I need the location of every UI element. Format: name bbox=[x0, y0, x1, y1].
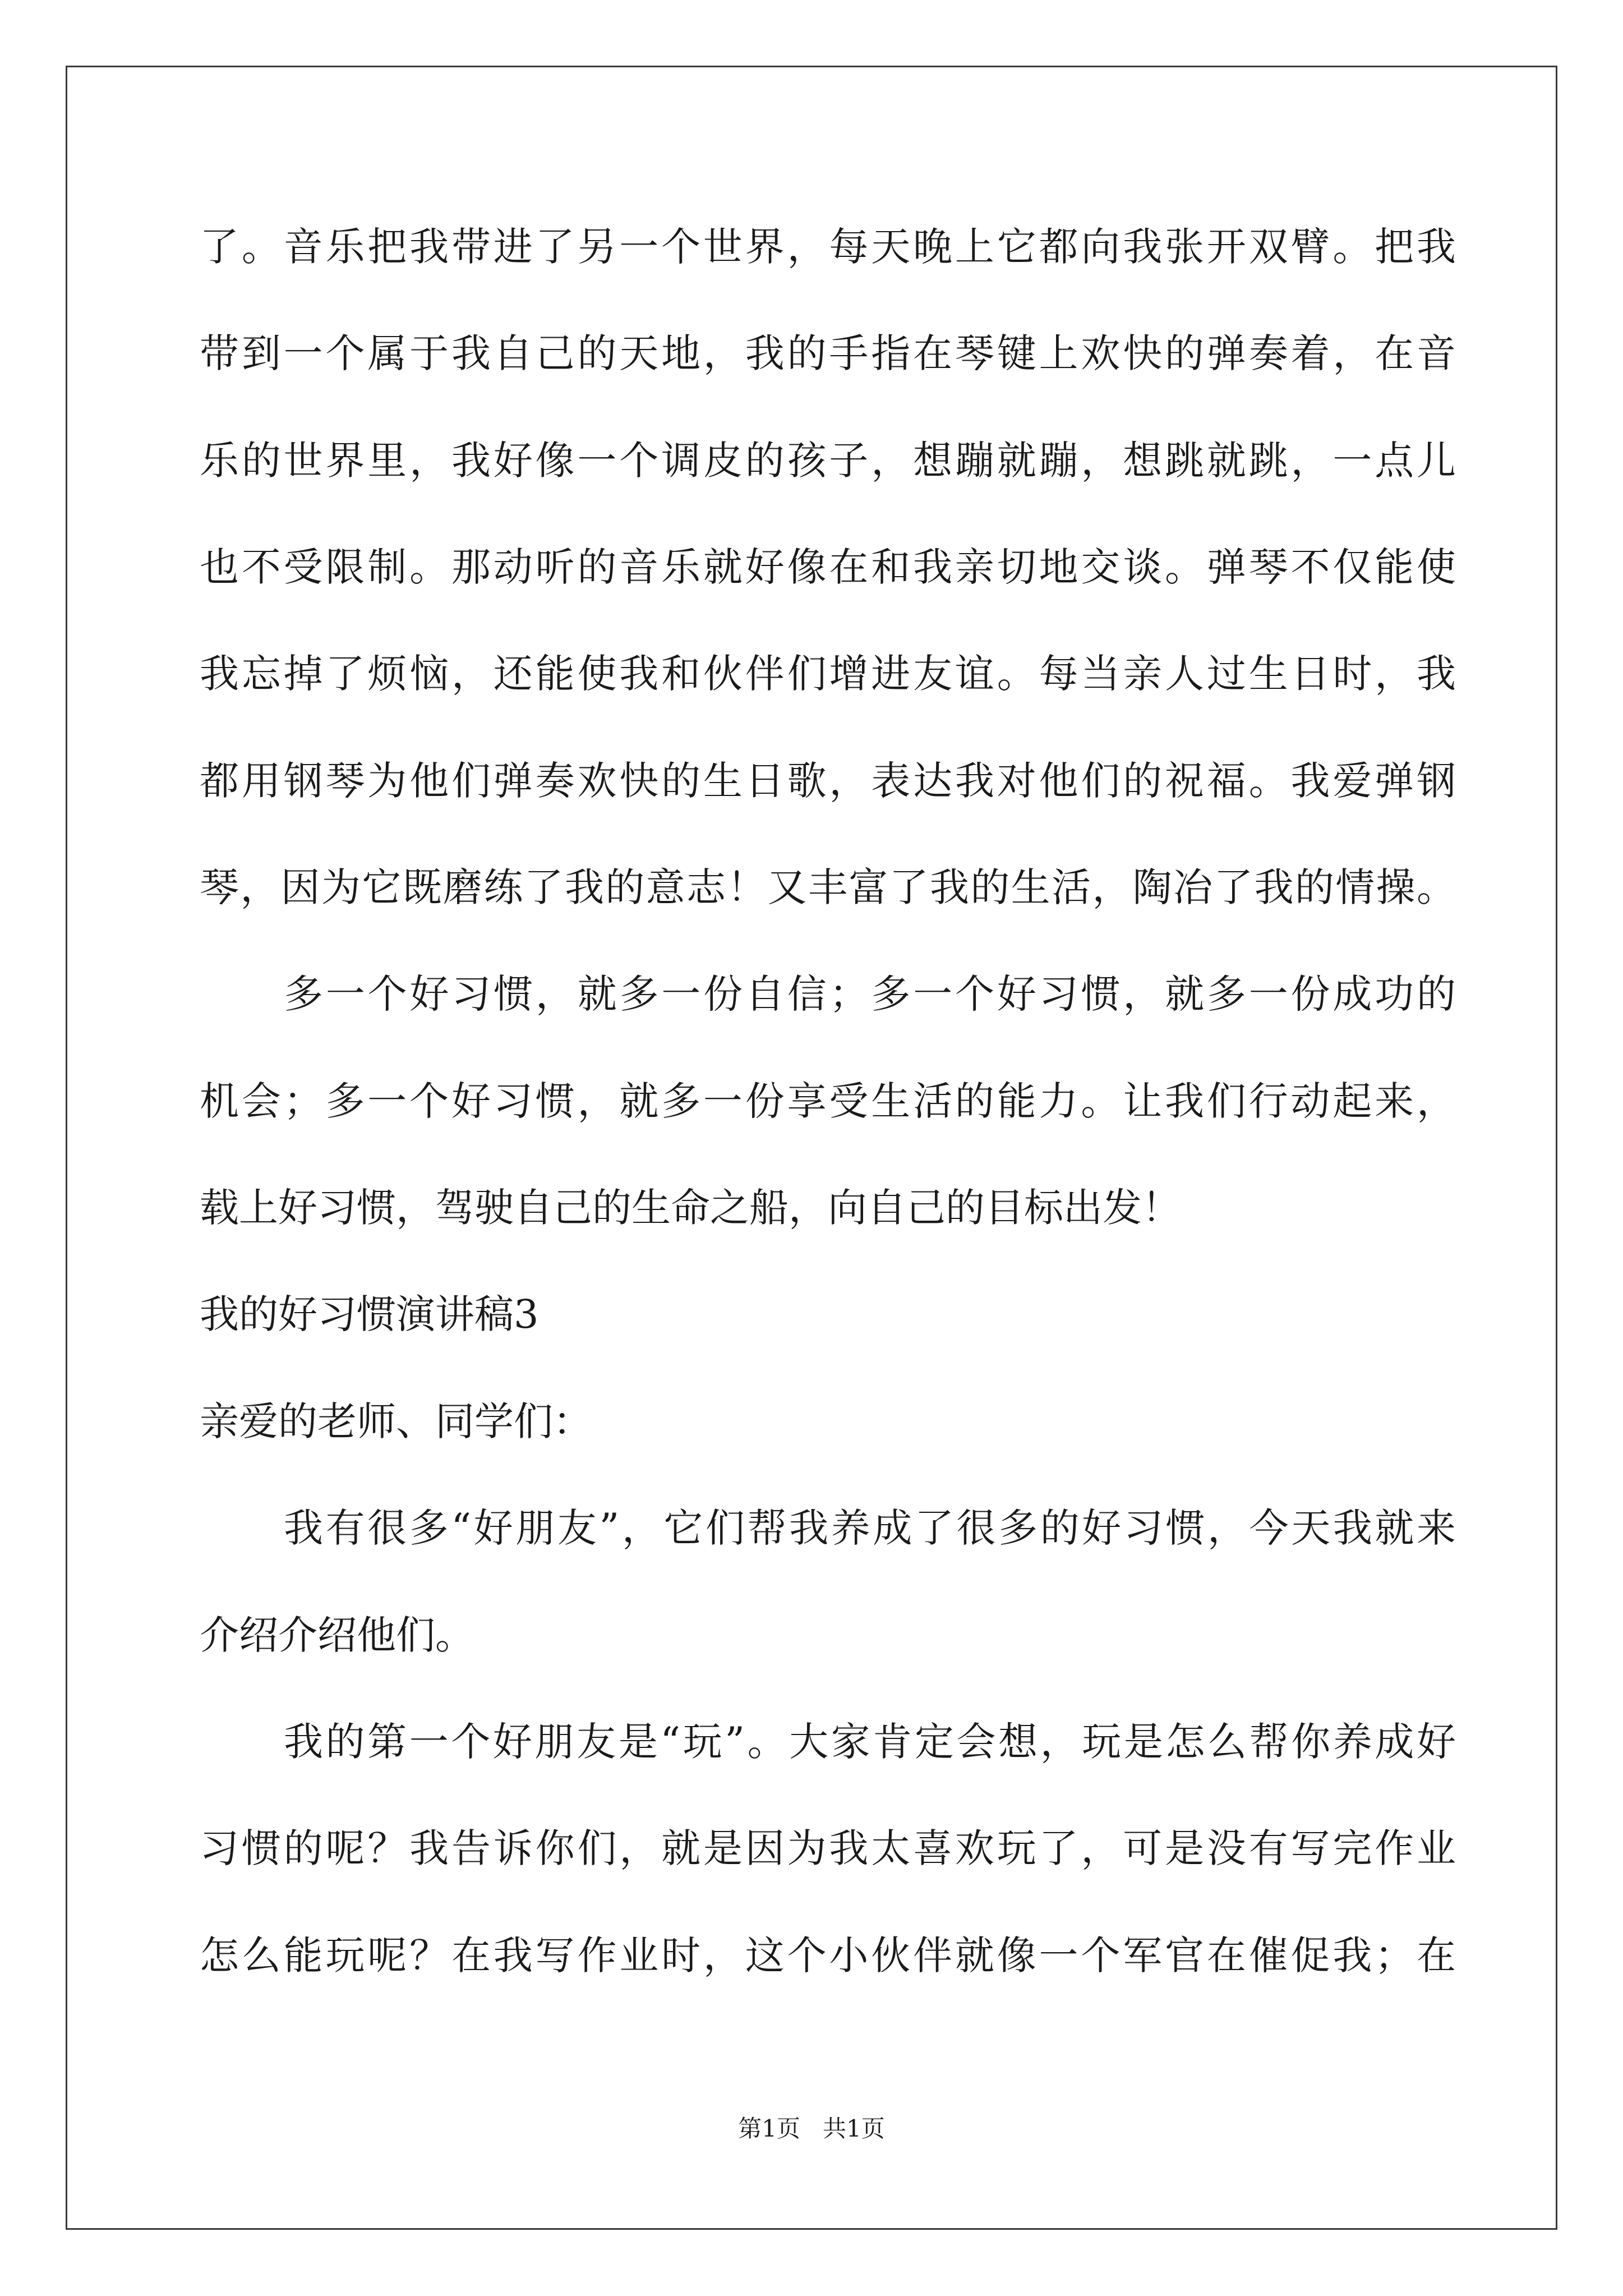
salutation: 亲爱的老师、同学们： bbox=[200, 1398, 592, 1444]
body-line: 载上好习惯，驾驶自己的生命之船，向自己的目标出发！ bbox=[200, 1185, 1181, 1231]
body-line: 习惯的呢？我告诉你们，就是因为我太喜欢玩了，可是没有写完作业 bbox=[200, 1825, 1456, 1871]
body-line: 也不受限制。那动听的音乐就好像在和我亲切地交谈。弹琴不仅能使 bbox=[200, 544, 1456, 590]
body-line: 我的第一个好朋友是“玩”。大家肯定会想，玩是怎么帮你养成好 bbox=[284, 1719, 1456, 1765]
body-line: 琴，因为它既磨练了我的意志！又丰富了我的生活，陶冶了我的情操。 bbox=[200, 864, 1456, 910]
body-line: 都用钢琴为他们弹奏欢快的生日歌，表达我对他们的祝福。我爱弹钢 bbox=[200, 758, 1456, 804]
section-title: 我的好习惯演讲稿3 bbox=[200, 1291, 539, 1337]
page-border bbox=[66, 66, 1557, 2230]
body-line: 我忘掉了烦恼，还能使我和伙伴们增进友谊。每当亲人过生日时，我 bbox=[200, 651, 1456, 697]
body-line: 怎么能玩呢？在我写作业时，这个小伙伴就像一个军官在催促我；在 bbox=[200, 1932, 1456, 1978]
body-line: 机会；多一个好习惯，就多一份享受生活的能力。让我们行动起来， bbox=[200, 1078, 1456, 1124]
body-line: 多一个好习惯，就多一份自信；多一个好习惯，就多一份成功的 bbox=[284, 971, 1456, 1017]
body-line: 了。音乐把我带进了另一个世界，每天晚上它都向我张开双臂。把我 bbox=[200, 224, 1456, 270]
body-line: 乐的世界里，我好像一个调皮的孩子，想蹦就蹦，想跳就跳，一点儿 bbox=[200, 438, 1456, 484]
body-line: 我有很多“好朋友”，它们帮我养成了很多的好习惯，今天我就来 bbox=[284, 1505, 1456, 1551]
page-footer: 第1页 共1页 bbox=[738, 2115, 885, 2142]
body-line: 带到一个属于我自己的天地，我的手指在琴键上欢快的弹奏着，在音 bbox=[200, 330, 1456, 376]
body-line: 介绍介绍他们。 bbox=[200, 1612, 474, 1658]
